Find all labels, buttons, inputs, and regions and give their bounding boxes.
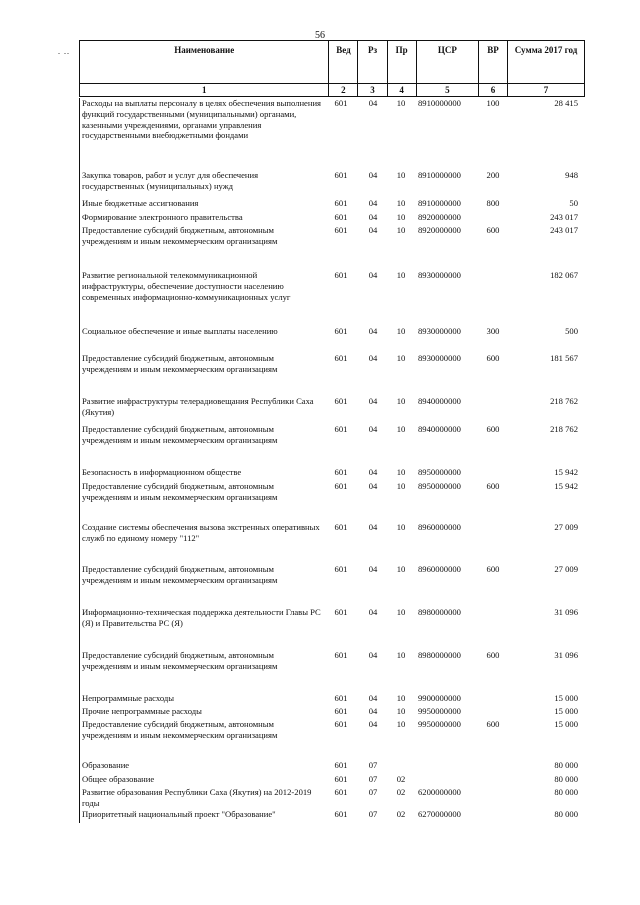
- cell-rz: 04: [368, 170, 378, 180]
- table-row: [80, 693, 586, 706]
- cell-pr: 10: [396, 522, 406, 532]
- cell-name: Образование: [82, 760, 130, 770]
- cell-pr: 02: [396, 809, 406, 819]
- table-row: [80, 650, 586, 693]
- cell-sum: 243 017: [550, 225, 578, 235]
- cell-pr: 10: [396, 706, 406, 716]
- table-row: [80, 326, 586, 353]
- cell-rz: 07: [368, 809, 378, 819]
- cell-pr: 10: [396, 198, 406, 208]
- table-row: [80, 564, 586, 607]
- header-pr: Пр: [387, 41, 416, 84]
- cell-vr: 600: [486, 719, 500, 729]
- cell-csr: 8930000000: [418, 326, 461, 336]
- cell-pr: 10: [396, 564, 406, 574]
- cell-rz: 04: [368, 650, 378, 660]
- cell-csr: 8980000000: [418, 650, 461, 660]
- cell-pr: 10: [396, 270, 406, 280]
- table-row: [80, 760, 586, 774]
- cell-pr: 02: [396, 774, 406, 784]
- cell-rz: 04: [368, 396, 378, 406]
- cell-csr: 8940000000: [418, 396, 461, 406]
- header-num-4: 4: [387, 84, 416, 97]
- cell-ved: 601: [334, 706, 348, 716]
- cell-vr: 600: [486, 650, 500, 660]
- table-row: [80, 719, 586, 760]
- cell-csr: 8930000000: [418, 270, 461, 280]
- header-rz: Рз: [358, 41, 387, 84]
- cell-csr: 8910000000: [418, 198, 461, 208]
- cell-rz: 04: [368, 424, 378, 434]
- header-name: Наименование: [80, 41, 329, 84]
- cell-sum: 80 000: [554, 760, 578, 770]
- header-ved: Вед: [329, 41, 358, 84]
- cell-rz: 04: [368, 198, 378, 208]
- cell-rz: 04: [368, 607, 378, 617]
- header-csr: ЦСР: [416, 41, 478, 84]
- cell-name: Формирование электронного правительства: [82, 212, 243, 222]
- cell-ved: 601: [334, 693, 348, 703]
- cell-pr: 10: [396, 467, 406, 477]
- cell-name: Предоставление субсидий бюджетным, автономным учреждениям и иным некоммерческим организациям: [82, 719, 278, 740]
- header-num-6: 6: [479, 84, 508, 97]
- cell-pr: 10: [396, 650, 406, 660]
- cell-sum: 28 415: [554, 98, 578, 108]
- cell-sum: 80 000: [554, 787, 578, 797]
- cell-name: Развитие региональной телекоммуникационной инфраструктуры, обеспечение доступности населению современных информационно-коммуникационных услуг: [82, 270, 291, 302]
- cell-ved: 601: [334, 809, 348, 819]
- cell-csr: 9950000000: [418, 706, 461, 716]
- cell-ved: 601: [334, 522, 348, 532]
- cell-ved: 601: [334, 170, 348, 180]
- table-row: [80, 353, 586, 396]
- cell-pr: 10: [396, 170, 406, 180]
- cell-sum: 15 000: [554, 719, 578, 729]
- cell-rz: 04: [368, 467, 378, 477]
- cell-ved: 601: [334, 424, 348, 434]
- cell-sum: 31 096: [554, 607, 578, 617]
- cell-csr: 8950000000: [418, 467, 461, 477]
- cell-csr: 6270000000: [418, 809, 461, 819]
- cell-csr: 8920000000: [418, 225, 461, 235]
- cell-sum: 218 762: [550, 424, 578, 434]
- cell-pr: 10: [396, 424, 406, 434]
- cell-csr: 8960000000: [418, 564, 461, 574]
- cell-pr: 10: [396, 225, 406, 235]
- cell-sum: 27 009: [554, 522, 578, 532]
- cell-ved: 601: [334, 481, 348, 491]
- cell-name: Прочие непрограммные расходы: [82, 706, 202, 716]
- cell-rz: 04: [368, 719, 378, 729]
- cell-rz: 04: [368, 270, 378, 280]
- cell-ved: 601: [334, 198, 348, 208]
- cell-pr: 10: [396, 326, 406, 336]
- cell-rz: 04: [368, 326, 378, 336]
- cell-sum: 27 009: [554, 564, 578, 574]
- cell-name: Развитие инфраструктуры телерадиовещания Республики Саха (Якутия): [82, 396, 314, 417]
- cell-vr: 600: [486, 353, 500, 363]
- header-num-3: 3: [358, 84, 387, 97]
- cell-ved: 601: [334, 467, 348, 477]
- cell-csr: 8980000000: [418, 607, 461, 617]
- cell-name: Приоритетный национальный проект "Образование": [82, 809, 276, 819]
- header-num-5: 5: [416, 84, 478, 97]
- cell-ved: 601: [334, 98, 348, 108]
- table-row: [80, 225, 586, 270]
- cell-pr: 10: [396, 719, 406, 729]
- cell-name: Предоставление субсидий бюджетным, автономным учреждениям и иным некоммерческим организациям: [82, 564, 278, 585]
- cell-rz: 04: [368, 212, 378, 222]
- table-row: [80, 481, 586, 522]
- cell-ved: 601: [334, 225, 348, 235]
- header-num-2: 2: [329, 84, 358, 97]
- table-row: [80, 706, 586, 719]
- cell-sum: 181 567: [550, 353, 578, 363]
- cell-sum: 50: [569, 198, 578, 208]
- cell-pr: 10: [396, 212, 406, 222]
- cell-pr: 10: [396, 607, 406, 617]
- table-row: [80, 467, 586, 481]
- cell-pr: 10: [396, 98, 406, 108]
- cell-rz: 04: [368, 481, 378, 491]
- cell-sum: 15 000: [554, 706, 578, 716]
- cell-rz: 04: [368, 98, 378, 108]
- cell-rz: 04: [368, 564, 378, 574]
- cell-rz: 04: [368, 706, 378, 716]
- cell-vr: 600: [486, 564, 500, 574]
- table-header: [79, 40, 585, 97]
- cell-ved: 601: [334, 353, 348, 363]
- cell-csr: 8910000000: [418, 98, 461, 108]
- cell-name: Предоставление субсидий бюджетным, автономным учреждениям и иным некоммерческим организациям: [82, 353, 278, 374]
- cell-name: Социальное обеспечение и иные выплаты населению: [82, 326, 278, 336]
- table-row: [80, 98, 586, 170]
- margin-mark: . ..: [58, 47, 70, 56]
- cell-vr: 200: [486, 170, 500, 180]
- cell-name: Общее образование: [82, 774, 155, 784]
- cell-ved: 601: [334, 774, 348, 784]
- cell-name: Иные бюджетные ассигнования: [82, 198, 199, 208]
- cell-name: Развитие образования Республики Саха (Якутия) на 2012-2019 годы: [82, 787, 312, 808]
- cell-name: Предоставление субсидий бюджетным, автономным учреждениям и иным некоммерческим организациям: [82, 650, 278, 671]
- cell-sum: 80 000: [554, 774, 578, 784]
- cell-name: Предоставление субсидий бюджетным, автономным учреждениям и иным некоммерческим организациям: [82, 481, 278, 502]
- cell-vr: 600: [486, 481, 500, 491]
- cell-pr: 10: [396, 353, 406, 363]
- cell-name: Информационно-техническая поддержка деятельности Главы РС (Я) и Правительства РС (Я): [82, 607, 321, 628]
- cell-sum: 15 942: [554, 467, 578, 477]
- cell-vr: 600: [486, 225, 500, 235]
- cell-vr: 600: [486, 424, 500, 434]
- cell-sum: 15 942: [554, 481, 578, 491]
- table-row: [80, 396, 586, 424]
- cell-csr: 8930000000: [418, 353, 461, 363]
- cell-pr: 10: [396, 396, 406, 406]
- cell-ved: 601: [334, 212, 348, 222]
- cell-ved: 601: [334, 607, 348, 617]
- cell-rz: 07: [368, 787, 378, 797]
- cell-ved: 601: [334, 760, 348, 770]
- cell-sum: 31 096: [554, 650, 578, 660]
- page-number: 56: [315, 30, 325, 41]
- cell-rz: 04: [368, 522, 378, 532]
- cell-ved: 601: [334, 396, 348, 406]
- cell-ved: 601: [334, 719, 348, 729]
- cell-name: Расходы на выплаты персоналу в целях обеспечения выполнения функций государственными (муниципальными) органами, казенными учреждениями, органами управления государственными внебюджетными фондами: [82, 98, 322, 141]
- cell-rz: 04: [368, 353, 378, 363]
- table-row: [80, 170, 586, 198]
- cell-ved: 601: [334, 326, 348, 336]
- cell-ved: 601: [334, 564, 348, 574]
- cell-sum: 80 000: [554, 809, 578, 819]
- header-num-1: 1: [80, 84, 329, 97]
- cell-csr: 8920000000: [418, 212, 461, 222]
- cell-vr: 300: [486, 326, 500, 336]
- cell-sum: 182 067: [550, 270, 578, 280]
- cell-csr: 6200000000: [418, 787, 461, 797]
- cell-sum: 948: [565, 170, 578, 180]
- table-row: [80, 787, 586, 809]
- cell-csr: 8940000000: [418, 424, 461, 434]
- cell-sum: 218 762: [550, 396, 578, 406]
- cell-rz: 07: [368, 760, 378, 770]
- cell-vr: 100: [486, 98, 500, 108]
- header-sum: Сумма 2017 год: [508, 41, 585, 84]
- cell-name: Предоставление субсидий бюджетным, автономным учреждениям и иным некоммерческим организациям: [82, 225, 278, 246]
- cell-sum: 15 000: [554, 693, 578, 703]
- cell-csr: 9900000000: [418, 693, 461, 703]
- table-row: [80, 270, 586, 326]
- table-row: [80, 212, 586, 225]
- table-row: [80, 774, 586, 787]
- header-vr: ВР: [479, 41, 508, 84]
- cell-name: Непрограммные расходы: [82, 693, 175, 703]
- cell-csr: 8910000000: [418, 170, 461, 180]
- table-row: [80, 809, 586, 823]
- table-row: [80, 198, 586, 212]
- cell-name: Закупка товаров, работ и услуг для обеспечения государственных (муниципальных) нужд: [82, 170, 259, 191]
- cell-csr: 8950000000: [418, 481, 461, 491]
- cell-ved: 601: [334, 270, 348, 280]
- cell-csr: 8960000000: [418, 522, 461, 532]
- cell-ved: 601: [334, 787, 348, 797]
- cell-name: Безопасность в информационном обществе: [82, 467, 242, 477]
- header-num-7: 7: [508, 84, 585, 97]
- cell-name: Предоставление субсидий бюджетным, автономным учреждениям и иным некоммерческим организациям: [82, 424, 278, 445]
- table-row: [80, 424, 586, 467]
- cell-sum: 500: [565, 326, 578, 336]
- cell-name: Создание системы обеспечения вызова экстренных оперативных служб по единому номеру "112": [82, 522, 320, 543]
- cell-pr: 10: [396, 481, 406, 491]
- table-row: [80, 607, 586, 650]
- cell-sum: 243 017: [550, 212, 578, 222]
- cell-pr: 10: [396, 693, 406, 703]
- cell-ved: 601: [334, 650, 348, 660]
- table-row: [80, 522, 586, 564]
- cell-rz: 04: [368, 693, 378, 703]
- cell-vr: 800: [486, 198, 500, 208]
- cell-rz: 04: [368, 225, 378, 235]
- table-body: [79, 98, 586, 823]
- cell-csr: 9950000000: [418, 719, 461, 729]
- cell-rz: 07: [368, 774, 378, 784]
- cell-pr: 02: [396, 787, 406, 797]
